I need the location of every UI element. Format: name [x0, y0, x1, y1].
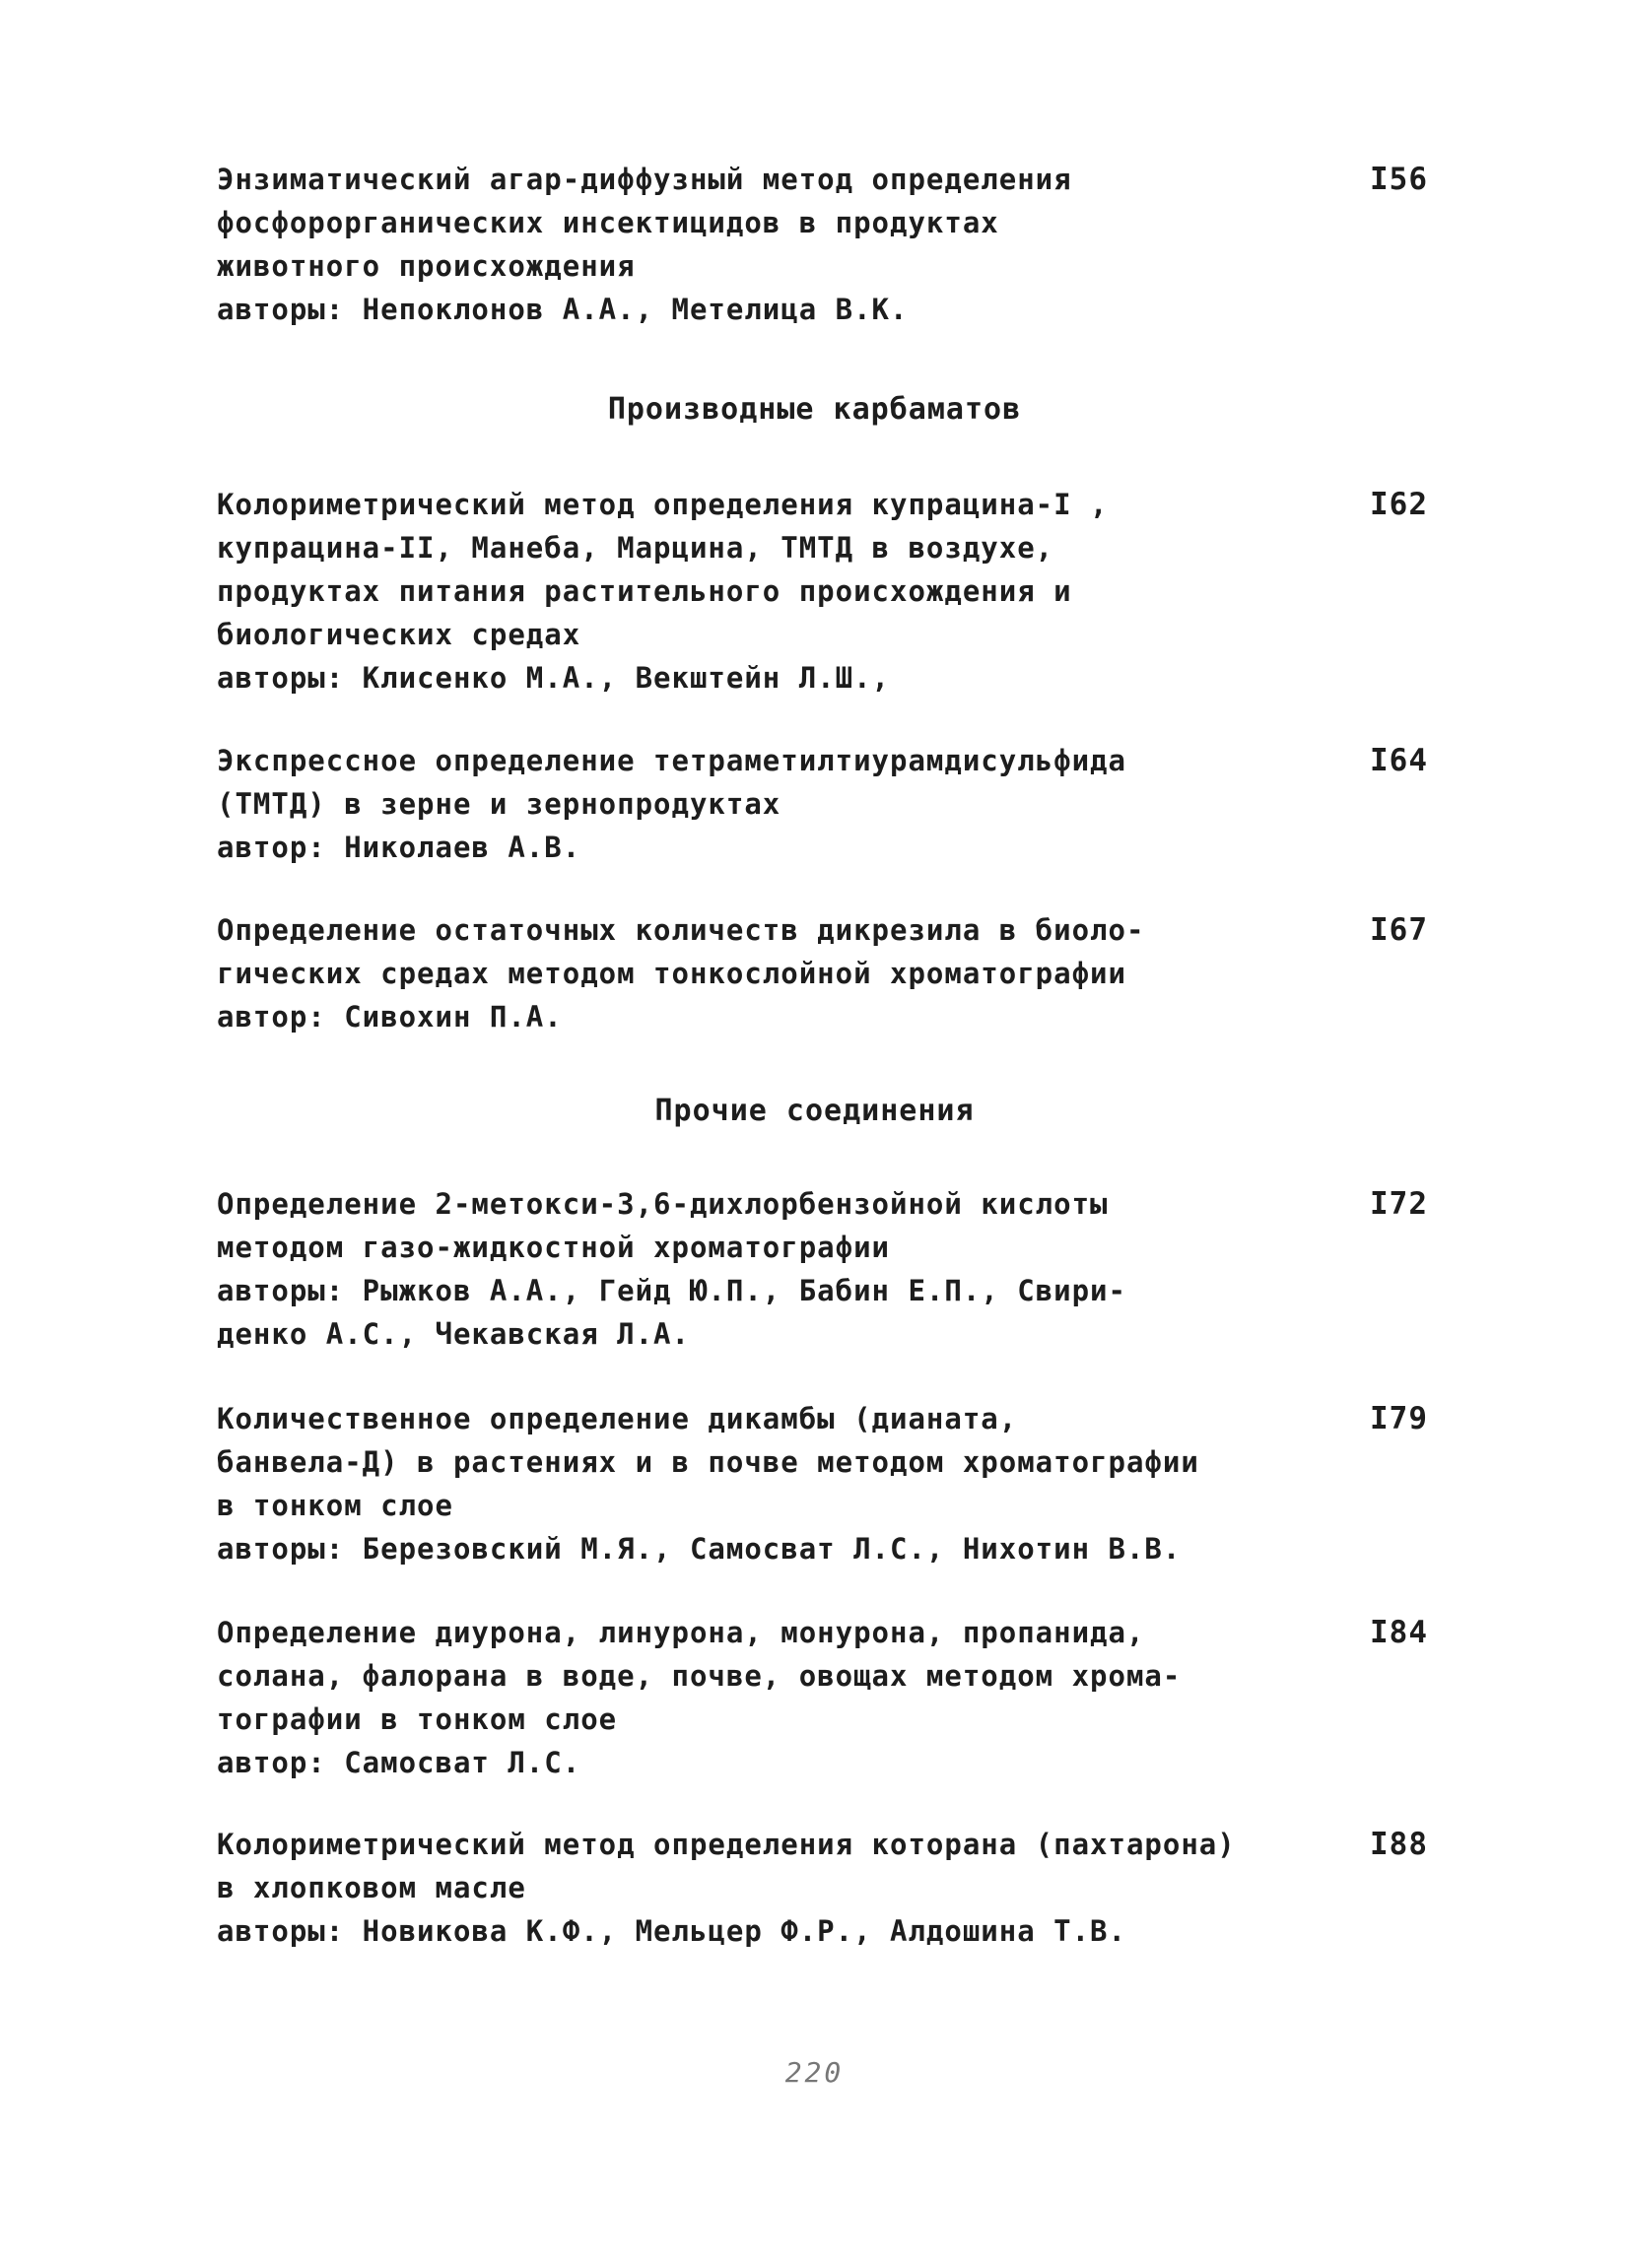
entry-authors: авторы: Непоклонов А.А., Метелица В.К.: [217, 293, 909, 326]
section-heading: Производные карбаматов: [607, 392, 1022, 427]
entry-title-line: продуктах питания растительного происхождения и: [217, 574, 1072, 608]
entry-page-number: I64: [1370, 743, 1428, 778]
entry-text: [217, 908, 1311, 1038]
entry-title-line: животного происхождения: [217, 249, 636, 283]
toc-entry: [217, 1611, 1439, 1784]
entry-title-line: банвела-Д) в растениях и в почве методом хроматографии: [217, 1445, 1199, 1479]
entry-page-number: I88: [1370, 1827, 1428, 1862]
toc-entry: [217, 1182, 1439, 1356]
toc-entry: [217, 483, 1439, 700]
toc-entry: [217, 1823, 1439, 1953]
section-heading: Прочие соединения: [654, 1094, 975, 1128]
entry-page-number: I62: [1370, 487, 1428, 522]
toc-entry: [217, 739, 1439, 869]
entry-text: [217, 739, 1311, 869]
entry-page-number: I56: [1370, 162, 1428, 197]
entry-title-line: Колориметрический метод определения купрацина-I ,: [217, 488, 1109, 521]
entry-title-line: Количественное определение дикамбы (дианата,: [217, 1402, 1018, 1435]
entry-page-number: I79: [1370, 1401, 1428, 1436]
entry-authors: автор: Сивохин П.А.: [217, 1000, 563, 1034]
page-number: 220: [784, 2056, 845, 2089]
entry-title-line: солана, фалорана в воде, почве, овощах методом хрома-: [217, 1659, 1182, 1693]
toc-entry: [217, 908, 1439, 1038]
entry-text: [217, 158, 1311, 331]
entry-text: [217, 1182, 1311, 1356]
entry-title-line: в хлопковом масле: [217, 1871, 526, 1904]
entry-title-line: купрацина-II, Манеба, Марцина, ТМТД в воздухе,: [217, 531, 1054, 565]
entry-title-line: Определение диурона, линурона, монурона, пропанида,: [217, 1616, 1145, 1649]
entry-text: [217, 1823, 1311, 1953]
entry-page-number: I67: [1370, 912, 1428, 948]
entry-authors: авторы: Рыжков А.А., Гейд Ю.П., Бабин Е.П., Свири-: [217, 1274, 1126, 1307]
entry-authors: авторы: Березовский М.Я., Самосват Л.С., Нихотин В.В.: [217, 1532, 1182, 1566]
entry-title-line: тографии в тонком слое: [217, 1702, 618, 1736]
entry-authors: авторы: Клисенко М.А., Векштейн Л.Ш.,: [217, 661, 891, 695]
entry-title-line: Определение остаточных количеств дикрезила в биоло-: [217, 913, 1145, 947]
entry-title-line: фосфорорганических инсектицидов в продуктах: [217, 206, 999, 239]
entry-title-line: Экспрессное определение тетраметилтиурамдисульфида: [217, 744, 1126, 777]
entry-authors: денко А.С., Чекавская Л.А.: [217, 1317, 690, 1351]
entry-text: [217, 1397, 1311, 1570]
entry-title-line: методом газо-жидкостной хроматографии: [217, 1231, 891, 1264]
entry-authors: автор: Самосват Л.С.: [217, 1746, 581, 1779]
entry-page-number: I72: [1370, 1186, 1428, 1222]
toc-entry: [217, 158, 1439, 331]
entry-title-line: Колориметрический метод определения которана (пахтарона): [217, 1828, 1236, 1861]
entry-title-line: (ТМТД) в зерне и зернопродуктах: [217, 787, 781, 821]
entry-authors: авторы: Новикова К.Ф., Мельцер Ф.Р., Алдошина Т.В.: [217, 1914, 1126, 1948]
entry-text: [217, 483, 1311, 700]
entry-title-line: в тонком слое: [217, 1489, 453, 1522]
entry-title-line: Энзиматический агар-диффузный метод определения: [217, 163, 1072, 196]
entry-text: [217, 1611, 1311, 1784]
toc-entry: [217, 1397, 1439, 1570]
entry-page-number: I84: [1370, 1615, 1428, 1650]
entry-authors: автор: Николаев А.В.: [217, 831, 581, 864]
entry-title-line: биологических средах: [217, 618, 581, 651]
entry-title-line: гических средах методом тонкослойной хроматографии: [217, 957, 1126, 990]
entry-title-line: Определение 2-метокси-3,6-дихлорбензойной кислоты: [217, 1187, 1109, 1221]
